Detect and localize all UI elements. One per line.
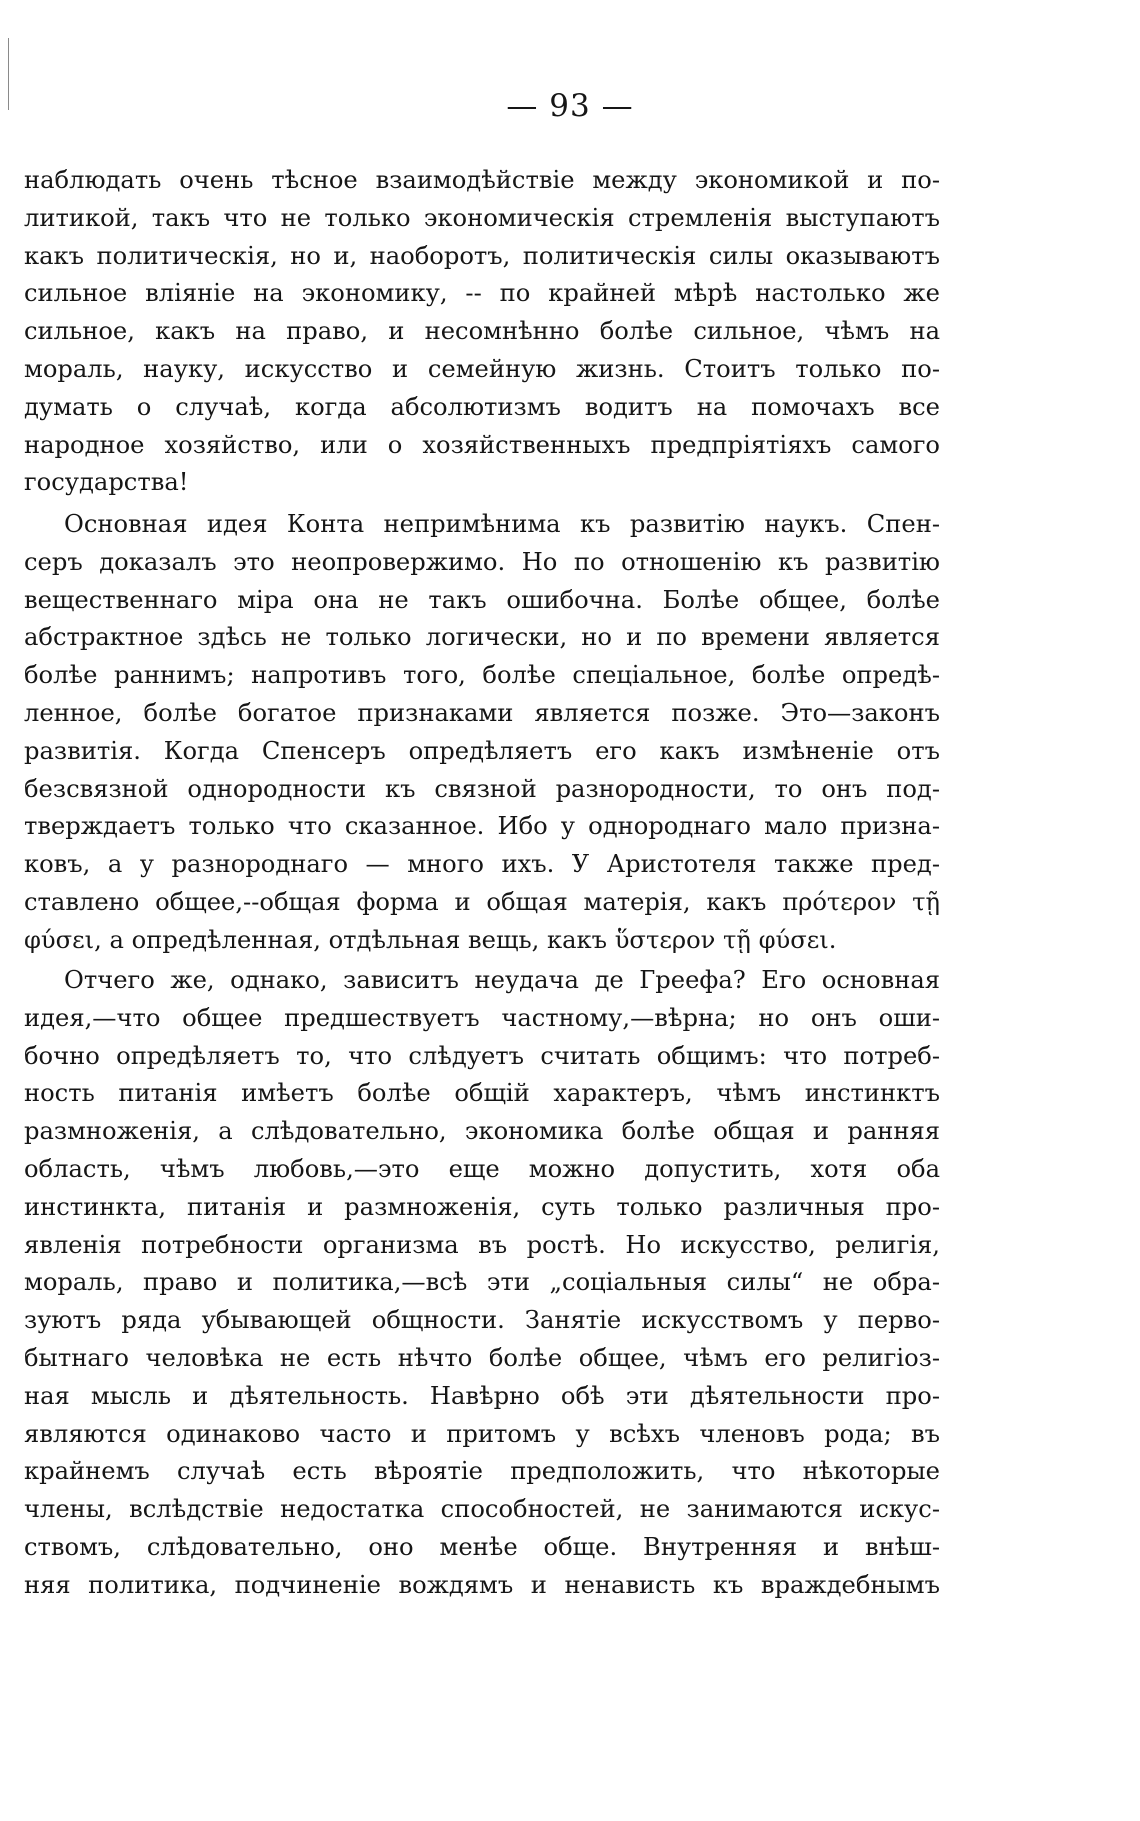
text-line: няя политика, подчиненіе вождямъ и ненависть къ враждебнымъ bbox=[24, 1570, 940, 1599]
text-line: зуютъ ряда убывающей общности. Занятіе искусствомъ у перво- bbox=[24, 1306, 940, 1335]
text-line: размноженія, а слѣдовательно, экономика болѣе общая и ранняя bbox=[24, 1117, 940, 1146]
text-line: государства! bbox=[24, 468, 189, 497]
text-line: идея,—что общее предшествуетъ частному,—вѣрна; но онъ оши- bbox=[24, 1003, 940, 1032]
text-line: инстинкта, питанія и размноженія, суть только различныя про- bbox=[24, 1192, 940, 1221]
text-line: члены, вслѣдствіе недостатка способностей, не занимаются искус- bbox=[24, 1495, 940, 1524]
text-line: тверждаетъ только что сказанное. Ибо у однороднаго мало призна- bbox=[24, 812, 940, 841]
text-line: ленное, болѣе богатое признаками является позже. Это—законъ bbox=[24, 698, 940, 727]
text-line: ковъ, а у разнороднаго — много ихъ. У Аристотеля также пред- bbox=[24, 850, 940, 879]
text-line: ность питанія имѣетъ болѣе общій характеръ, чѣмъ инстинктъ bbox=[24, 1079, 940, 1108]
text-line: болѣе раннимъ; напротивъ того, болѣе спеціальное, болѣе опредѣ- bbox=[24, 661, 940, 690]
text-line: народное хозяйство, или о хозяйственныхъ предпріятіяхъ самого bbox=[24, 430, 940, 459]
text-line: явленія потребности организма въ ростѣ. Но искусство, религія, bbox=[24, 1230, 940, 1259]
text-line: область, чѣмъ любовь,—это еще можно допустить, хотя оба bbox=[24, 1154, 940, 1183]
text-line: сильное вліяніе на экономику, -- по крайней мѣрѣ настолько же bbox=[24, 279, 940, 308]
page-number: — 93 — bbox=[506, 88, 634, 124]
text-line: вещественнаго міра она не такъ ошибочна. Болѣе общее, болѣе bbox=[24, 585, 940, 614]
text-line: Основная идея Конта непримѣнима къ развитію наукъ. Спен- bbox=[64, 510, 940, 538]
text-line: сильное, какъ на право, и несомнѣнно болѣе сильное, чѣмъ на bbox=[24, 317, 940, 346]
text-line: какъ политическія, но и, наоборотъ, политическія силы оказываютъ bbox=[24, 241, 940, 270]
text-line: ствомъ, слѣдовательно, оно менѣе обще. Внутренняя и внѣш- bbox=[24, 1532, 940, 1561]
text-line: наблюдать очень тѣсное взаимодѣйствіе между экономикой и по- bbox=[24, 166, 940, 194]
paragraph-3 bbox=[24, 962, 940, 1605]
text-line: ставлено общее,--общая форма и общая матерія, какъ πρότερον τῇ bbox=[24, 887, 940, 916]
paragraph-1 bbox=[24, 162, 940, 502]
paragraph-2 bbox=[24, 506, 940, 960]
text-line: Отчего же, однако, зависитъ неудача де Греефа? Его основная bbox=[64, 966, 940, 994]
text-line: литикой, такъ что не только экономическія стремленія выступаютъ bbox=[24, 203, 940, 232]
text-line: бочно опредѣляетъ то, что слѣдуетъ считать общимъ: что потреб- bbox=[24, 1041, 940, 1070]
text-line: абстрактное здѣсь не только логически, но и по времени является bbox=[24, 623, 940, 652]
text-line: серъ доказалъ это неопровержимо. Но по отношенію къ развитію bbox=[24, 547, 940, 576]
text-line: развитія. Когда Спенсеръ опредѣляетъ его какъ измѣненіе отъ bbox=[24, 736, 940, 765]
text-line: думать о случаѣ, когда абсолютизмъ водитъ на помочахъ все bbox=[24, 392, 940, 421]
text-line: являются одинаково часто и притомъ у всѣхъ членовъ рода; въ bbox=[24, 1419, 940, 1448]
text-line: безсвязной однородности къ связной разнородности, то онъ под- bbox=[24, 774, 940, 803]
text-line: мораль, науку, искусство и семейную жизнь. Стоитъ только по- bbox=[24, 354, 940, 383]
text-line: ная мысль и дѣятельность. Навѣрно обѣ эти дѣятельности про- bbox=[24, 1381, 940, 1410]
text-line: φύσει, а опредѣленная, отдѣльная вещь, какъ ὕστερον τῇ φύσει. bbox=[24, 925, 837, 954]
text-line: мораль, право и политика,—всѣ эти „соціальныя силы“ не обра- bbox=[24, 1268, 940, 1297]
text-line: крайнемъ случаѣ есть вѣроятіе предположить, что нѣкоторые bbox=[24, 1457, 940, 1486]
text-line: бытнаго человѣка не есть нѣчто болѣе общее, чѣмъ его религіоз- bbox=[24, 1343, 940, 1372]
